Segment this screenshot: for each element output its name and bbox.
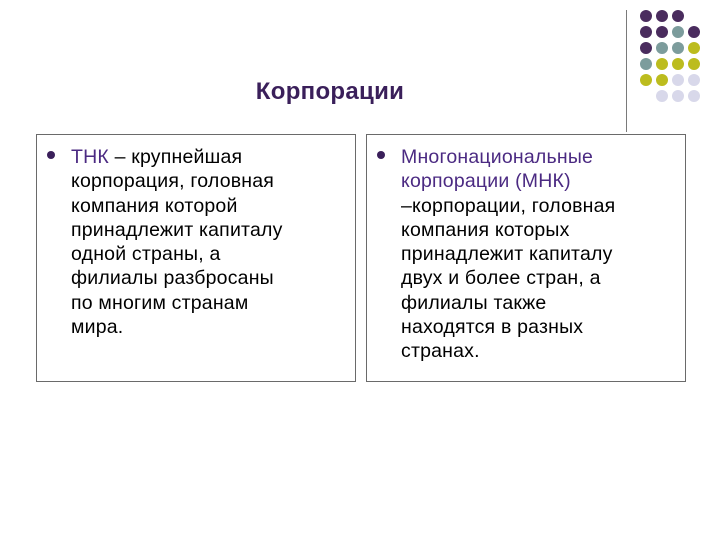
decorative-dot	[656, 90, 668, 102]
decorative-dot	[672, 74, 684, 86]
decorative-dot	[656, 74, 668, 86]
decorative-dot	[672, 42, 684, 54]
decorative-dot	[640, 10, 652, 22]
decorative-dot	[688, 90, 700, 102]
decorative-dot	[640, 58, 652, 70]
decorative-dot	[640, 74, 652, 86]
mnk-line: –корпорации, головная	[401, 194, 616, 217]
mnk-line: принадлежит капиталу	[401, 243, 613, 266]
decorative-dot	[640, 26, 652, 38]
decorative-dot	[672, 26, 684, 38]
mnk-line: компания которых	[401, 218, 570, 241]
mnk-term-line: Многонациональные	[401, 146, 594, 168]
bullet-icon	[377, 151, 385, 159]
mnk-line: находятся в разных	[401, 316, 584, 339]
tnk-line: корпорация, головная	[71, 170, 275, 193]
decorative-dot	[688, 74, 700, 86]
decorative-dot	[688, 58, 700, 70]
bullet-icon	[47, 151, 55, 159]
decorative-dot	[640, 42, 652, 54]
decorative-dot	[656, 58, 668, 70]
tnk-line: мира.	[71, 316, 124, 339]
mnk-line: филиалы также	[401, 291, 547, 314]
slide-title: Корпорации	[255, 78, 405, 105]
decorative-dot	[688, 26, 700, 38]
tnk-term: ТНК	[71, 146, 109, 168]
tnk-line: филиалы разбросаны	[71, 267, 274, 290]
tnk-line: принадлежит капиталу	[71, 218, 283, 241]
mnk-definition-text	[401, 145, 677, 364]
decorative-dot-grid	[640, 10, 706, 120]
mnk-line: двух и более стран, а	[401, 267, 601, 290]
tnk-line: одной страны, а	[71, 243, 221, 266]
decorative-dot	[672, 10, 684, 22]
tnk-definition-text	[71, 145, 347, 339]
tnk-line: по многим странам	[71, 291, 249, 314]
decorative-dot	[656, 26, 668, 38]
mnk-definition-box	[366, 134, 686, 382]
decorative-dot	[672, 58, 684, 70]
decorative-vertical-line	[626, 10, 627, 132]
tnk-definition-box	[36, 134, 356, 382]
decorative-dot	[656, 42, 668, 54]
decorative-dot	[672, 90, 684, 102]
tnk-line: компания которой	[71, 194, 238, 217]
tnk-first-line	[71, 145, 347, 169]
mnk-term-line: корпорации (МНК)	[401, 170, 571, 193]
tnk-first-line-rest: – крупнейшая	[108, 146, 243, 168]
mnk-line: странах.	[401, 340, 480, 363]
decorative-dot	[688, 42, 700, 54]
decorative-dot	[656, 10, 668, 22]
